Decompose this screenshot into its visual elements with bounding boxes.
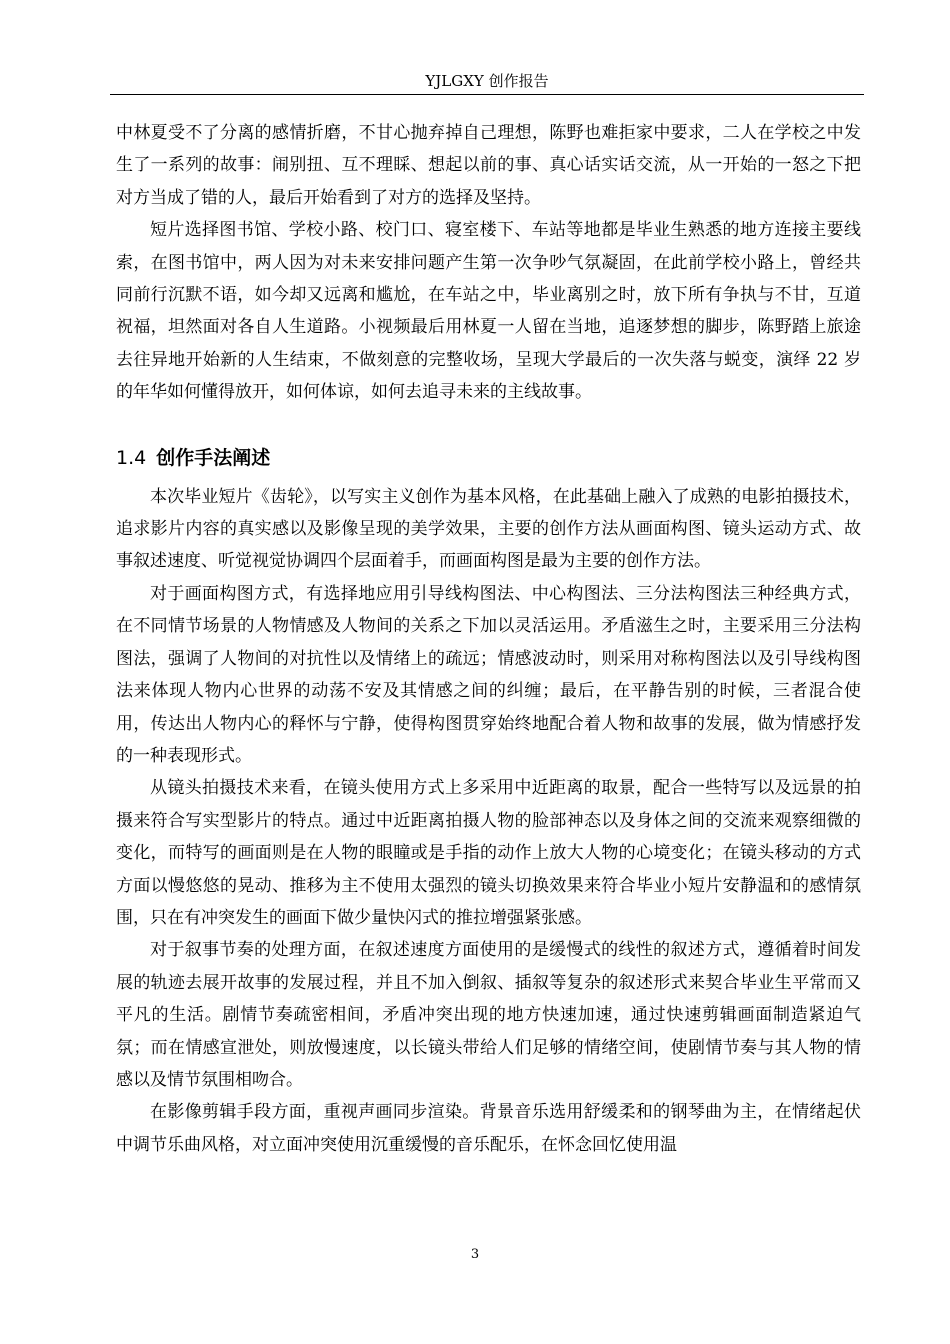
paragraph-narrative-pace: 对于叙事节奏的处理方面，在叙述速度方面使用的是缓慢式的线性的叙述方式，遵循着时间发展的轨迹去展开故事的发展过程，并且不加入倒叙、插叙等复杂的叙述形式来契合毕业生平常而又平凡的生活。剧情节奏疏密相间，矛盾冲突出现的地方快速加速，通过快速剪辑画面制造紧迫气氛；而在情感宣泄处，则放慢速度，以长镜头带给人们足够的情绪空间，使剧情节奏与其人物的情感以及情节氛围相吻合。 xyxy=(116,940,861,1090)
section-title: 创作手法阐述 xyxy=(156,446,271,469)
header-title: YJLGXY 创作报告 xyxy=(425,72,549,90)
section-number: 1.4 xyxy=(116,446,147,469)
paragraph-editing: 在影像剪辑手段方面，重视声画同步渲染。背景音乐选用舒缓柔和的钢琴曲为主，在情绪起伏中调节乐曲风格，对立面冲突使用沉重缓慢的音乐配乐，在怀念回忆使用温 xyxy=(116,1102,861,1155)
paragraph-camera: 从镜头拍摄技术来看，在镜头使用方式上多采用中近距离的取景，配合一些特写以及远景的拍摄来符合写实型影片的特点。通过中近距离拍摄人物的脸部神态以及身体之间的交流来观察细微的变化，而特写的画面则是在人物的眼瞳或是手指的动作上放大人物的心境变化；在镜头移动的方式方面以慢悠悠的晃动、推移为主不使用太强烈的镜头切换效果来符合毕业小短片安静温和的感情氛围，只在有冲突发生的画面下做少量快闪式的推拉增强紧张感。 xyxy=(116,778,861,928)
paragraph-locations: 短片选择图书馆、学校小路、校门口、寝室楼下、车站等地都是毕业生熟悉的地方连接主要线索，在图书馆中，两人因为对未来安排问题产生第一次争吵气氛凝固，在此前学校小路上，曾经共同前行沉默不语，如今却又远离和尴尬，在车站之中，毕业离别之时，放下所有争执与不甘，互道祝福，坦然面对各自人生道路。小视频最后用林夏一人留在当地，追逐梦想的脚步，陈野踏上旅途去往异地开始新的人生结束，不做刻意的完整收场，呈现大学最后的一次失落与蜕变，演绎 22 岁的年华如何懂得放开，如何体谅，如何去追寻未来的主线故事。 xyxy=(116,220,861,403)
page-number xyxy=(0,1246,950,1264)
page-header xyxy=(110,70,864,95)
section-heading xyxy=(116,443,861,473)
paragraph-overview: 本次毕业短片《齿轮》，以写实主义创作为基本风格，在此基础上融入了成熟的电影拍摄技术，追求影片内容的真实感以及影像呈现的美学效果，主要的创作方法从画面构图、镜头运动方式、故事叙述速度、听觉视觉协调四个层面着手，而画面构图是最为主要的创作方法。 xyxy=(116,486,861,572)
document-body xyxy=(116,117,861,1161)
paragraph-continuation: 中林夏受不了分离的感情折磨，不甘心抛弃掉自己理想，陈野也难拒家中要求，二人在学校之中发生了一系列的故事：闹别扭、互不理睬、想起以前的事、真心话实话交流，从一开始的一怒之下把对方当成了错的人，最后开始看到了对方的选择及坚持。 xyxy=(116,123,861,208)
page-number-text: 3 xyxy=(470,1247,480,1262)
paragraph-composition: 对于画面构图方式，有选择地应用引导线构图法、中心构图法、三分法构图法三种经典方式，在不同情节场景的人物情感及人物间的关系之下加以灵活运用。矛盾滋生之时，主要采用三分法构图法，强调了人物间的对抗性以及情绪上的疏远；情感波动时，则采用对称构图法以及引导线构图法来体现人物内心世界的动荡不安及其情感之间的纠缠；最后，在平静告别的时候，三者混合使用，传达出人物内心的释怀与宁静，使得构图贯穿始终地配合着人物和故事的发展，做为情感抒发的一种表现形式。 xyxy=(116,583,861,766)
